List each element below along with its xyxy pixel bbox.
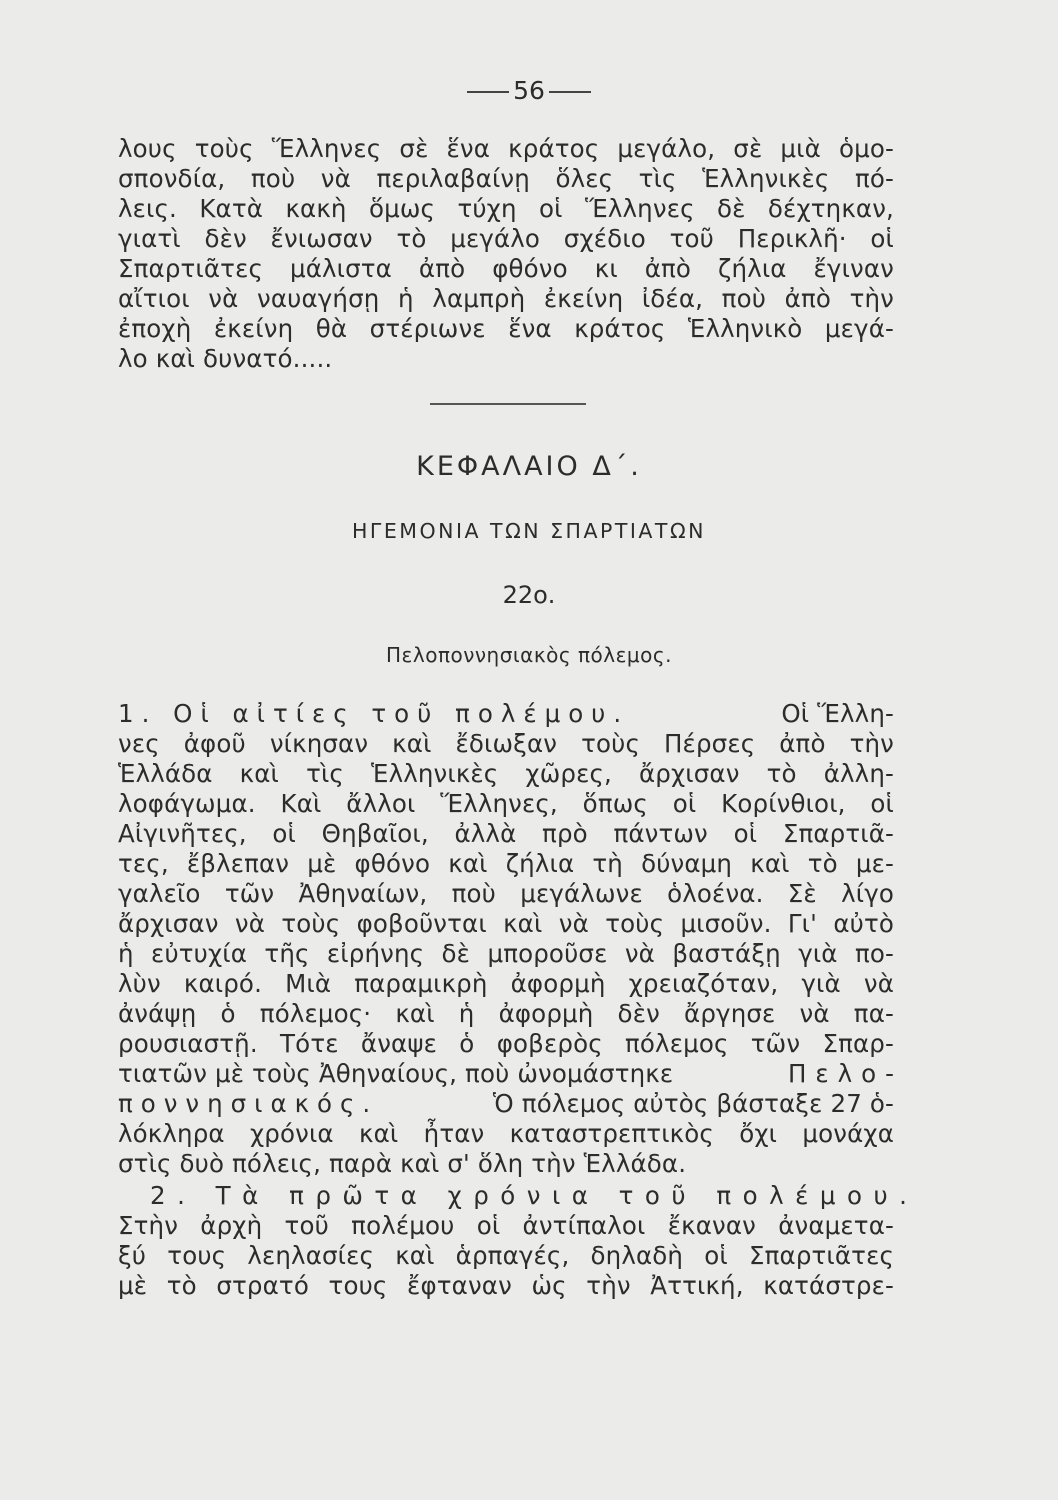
chapter-subtitle: ΗΓΕΜΟΝΙΑ ΤΩΝ ΣΠΑΡΤΙΑΤΩΝ <box>352 519 706 543</box>
section-1-line-8: ἄρχισαν νὰ τοὺς φοβοῦνται καὶ νὰ τοὺς μισοῦν. Γι' αὐτὸ <box>118 909 894 938</box>
page-number-line <box>0 76 1058 106</box>
section-1-line-3: Ἑλλάδα καὶ τὶς Ἑλληνικὲς χῶρες, ἄρχισαν τὸ ἀλλη- <box>118 759 894 788</box>
spaced-term-part-2: ποννησιακός. <box>118 1089 379 1118</box>
section-1-line-4: λοφάγωμα. Καὶ ἄλλοι Ἕλληνες, ὅπως οἱ Κορίνθιοι, οἱ <box>118 789 894 818</box>
section-1-line-15: λόκληρα χρόνια καὶ ἦταν καταστρεπτικὸς ὄχι μονάχα <box>118 1119 894 1148</box>
chapter-title: ΚΕΦΑΛΑΙΟ Δ΄. <box>416 451 642 482</box>
lesson-title: Πελοποννησιακὸς πόλεμος. <box>386 643 672 667</box>
section-2-heading-text: 2. Τὰ πρῶτα χρόνια τοῦ πολέμου. <box>150 1181 919 1210</box>
section-1-first-line <box>118 699 894 728</box>
section-1-line-7: γαλεῖο τῶν Ἀθηναίων, ποὺ μεγάλωνε ὁλοένα. Σὲ λίγο <box>118 879 894 908</box>
section-1-line-9: ἡ εὐτυχία τῆς εἰρήνης δὲ μποροῦσε νὰ βαστάξῃ γιὰ πο- <box>118 939 894 968</box>
page-number-dash-left <box>467 91 509 93</box>
intro-line-3: λεις. Κατὰ κακὴ ὅμως τύχη οἱ Ἕλληνες δὲ δέχτηκαν, <box>118 194 894 223</box>
page-number-dash-right <box>549 91 591 93</box>
section-1-line-10: λὺν καιρό. Μιὰ παραμικρὴ ἀφορμὴ χρειαζόταν, γιὰ νὰ <box>118 969 894 998</box>
section-1-line-13 <box>118 1059 903 1088</box>
intro-line-7: ἐποχὴ ἐκείνη θὰ στέριωνε ἕνα κράτος Ἑλληνικὸ μεγά- <box>118 314 894 343</box>
intro-line-4: γιατὶ δὲν ἔνιωσαν τὸ μεγάλο σχέδιο τοῦ Περικλῆ· οἱ <box>118 224 894 253</box>
spaced-term-part-1: Πελο- <box>788 1059 903 1088</box>
section-2-line-4: μὲ τὸ στρατό τους ἔφταναν ὡς τὴν Ἀττική, κατάστρε- <box>118 1271 894 1300</box>
section-2-line-2: Στὴν ἀρχὴ τοῦ πολέμου οἱ ἀντίπαλοι ἔκαναν ἀναμετα- <box>118 1211 894 1240</box>
section-1-line-14-text: Ὁ πόλεμος αὐτὸς βάσταξε 27 ὁ- <box>492 1089 894 1118</box>
section-1-heading: 1. Οἱ αἰτίες τοῦ πολέμου. <box>118 699 630 728</box>
section-1-line-14 <box>118 1089 894 1118</box>
section-1-line-2: νες ἀφοῦ νίκησαν καὶ ἔδιωξαν τοὺς Πέρσες ἀπὸ τὴν <box>118 729 894 758</box>
intro-line-5: Σπαρτιᾶτες μάλιστα ἀπὸ φθόνο κι ἀπὸ ζήλια ἔγιναν <box>118 254 894 283</box>
section-1-line-13-text: τιατῶν μὲ τοὺς Ἀθηναίους, ποὺ ὠνομάστηκε <box>118 1059 674 1088</box>
intro-line-1: λους τοὺς Ἕλληνες σὲ ἕνα κράτος μεγάλο, σὲ μιὰ ὁμο- <box>118 134 894 163</box>
intro-line-6: αἴτιοι νὰ ναυαγήσῃ ἡ λαμπρὴ ἐκείνη ἰδέα, ποὺ ἀπὸ τὴν <box>118 284 894 313</box>
section-2-line-3: ξύ τους λεηλασίες καὶ ἁρπαγές, δηλαδὴ οἱ Σπαρτιᾶτες <box>118 1241 894 1270</box>
section-1-line-11: ἀνάψῃ ὁ πόλεμος· καὶ ἡ ἀφορμὴ δὲν ἄργησε νὰ πα- <box>118 999 894 1028</box>
section-1-first-line-rest: Οἱ Ἕλλη- <box>781 699 894 728</box>
section-1-line-5: Αἰγινῆτες, οἱ Θηβαῖοι, ἀλλὰ πρὸ πάντων οἱ Σπαρτιᾶ- <box>118 819 894 848</box>
section-divider <box>430 403 586 405</box>
page-number: 56 <box>513 76 545 105</box>
section-1-line-16: στὶς δυὸ πόλεις, παρὰ καὶ σ' ὅλη τὴν Ἑλλάδα. <box>118 1149 687 1178</box>
section-2-heading <box>150 1181 919 1210</box>
intro-line-8: λο καὶ δυνατό..... <box>118 344 333 373</box>
intro-line-2: σπονδία, ποὺ νὰ περιλαβαίνῃ ὅλες τὶς Ἑλληνικὲς πό- <box>118 164 894 193</box>
section-1-line-6: τες, ἔβλεπαν μὲ φθόνο καὶ ζήλια τὴ δύναμη καὶ τὸ με- <box>118 849 894 878</box>
section-1-line-12: ρουσιαστῇ. Τότε ἄναψε ὁ φοβερὸς πόλεμος τῶν Σπαρ- <box>118 1029 894 1058</box>
lesson-number: 22ο. <box>502 581 556 609</box>
